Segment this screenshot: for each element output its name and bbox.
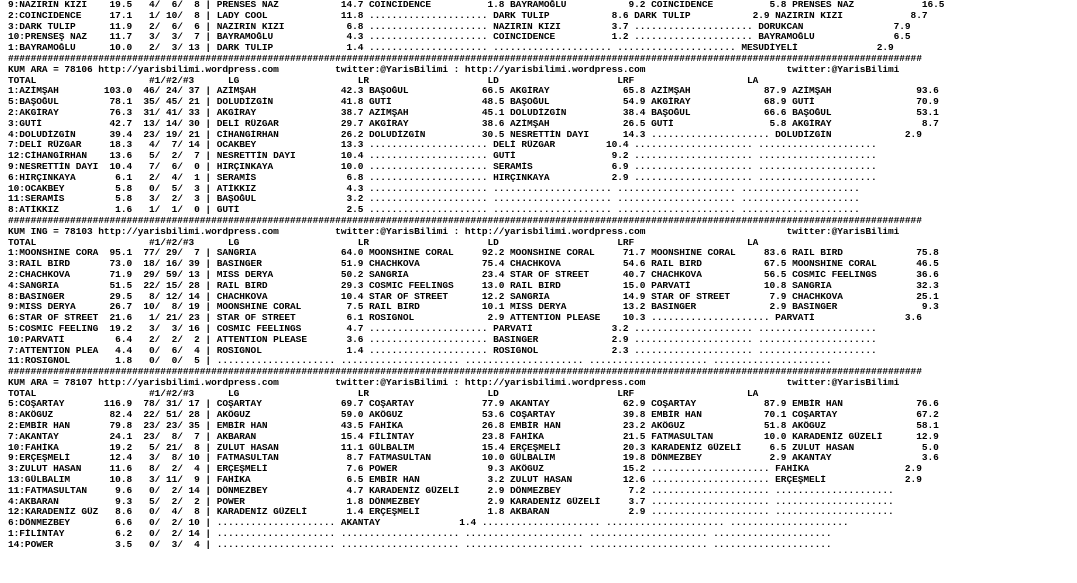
data-row: 6:HIRÇINKAYA 6.1 2/ 4/ 1 | SERAMİS 6.8 ..................... HIRÇINKAYA 2.9 ..................... .....................: [8, 172, 877, 183]
data-row: 11:ROSIGNOL 1.8 0/ 0/ 5 | ..................... ..................... ..................... ..................... .....................: [8, 356, 832, 367]
data-row: 4:DOLUDİZGİN 39.4 23/ 19/ 21 | CİHANGİRHAN 26.2 DOLUDİZGİN 30.5 NESRETTİN DAYI 14.3 ..................... DOLUDİZGİN 2.9: [8, 129, 922, 140]
separator-line: ##################################################################################################################################################################: [8, 53, 922, 64]
data-row: 1:BAYRAMOĞLU 10.0 2/ 3/ 13 | DARK TULIP 1.4 ..................... ..................... ..................... MESUDİYELİ 2.9: [8, 43, 894, 54]
data-row: 7:ATTENTION PLEA 4.4 0/ 6/ 4 | ROSIGNOL 1.4 ..................... ROSIGNOL 2.3 ..................... .....................: [8, 345, 877, 356]
data-row: 11:SERAMİS 5.8 3/ 2/ 3 | BAŞOĞUL 3.2 ..................... ..................... ..................... .....................: [8, 194, 860, 205]
data-row: 6:STAR OF STREET 21.6 1/ 21/ 23 | STAR OF STREET 6.1 ROSIGNOL 2.9 ATTENTION PLEASE 10.3 ..................... PARVATİ 3.6: [8, 313, 922, 324]
data-row: 1:MOONSHINE CORA 95.1 77/ 29/ 7 | SANGRIA 64.0 MOONSHINE CORAL 92.2 MOONSHINE CORAL 71.7 MOONSHINE CORAL 83.6 RAIL BIRD 75.8: [8, 248, 939, 259]
data-row: 8:BASINGER 29.5 8/ 12/ 14 | CHACHKOVA 10.4 STAR OF STREET 12.2 SANGRIA 14.9 STAR OF STREET 7.9 CHACHKOVA 25.1: [8, 291, 939, 302]
data-row: 10:OCAKBEY 5.8 0/ 5/ 3 | ATİKKIZ 4.3 ..................... ..................... ..................... .....................: [8, 183, 860, 194]
data-row: 9:NESRETTİN DAYI 10.4 7/ 6/ 0 | HIRÇINKAYA 10.0 ..................... SERAMİS 6.9 ..................... .....................: [8, 161, 877, 172]
race-header: KUM ING = 78103 http://yarisbilimi.wordpress.com twitter:@YarisBilimi : http://yarisbilimi.wordpress.com twitter:@YarisBilimi: [8, 226, 900, 237]
column-header: TOTAL #1/#2/#3 LG LR LD LRF LA: [8, 75, 759, 86]
data-row: 6:DÖNMEZBEY 6.6 0/ 2/ 10 | ..................... AKANTAY 1.4 ..................... ..................... .....................: [8, 518, 849, 529]
data-row: 11:FATMASULTAN 9.6 0/ 2/ 14 | DÖNMEZBEY 4.7 KARADENİZ GÜZELİ 2.9 DÖNMEZBEY 7.2 ..................... .....................: [8, 485, 894, 496]
data-row: 8:ATİKKIZ 1.6 1/ 1/ 0 | GUTİ 2.5 ..................... ..................... ..................... .....................: [8, 205, 860, 216]
data-row: 3:RAIL BIRD 73.0 18/ 16/ 39 | BASINGER 51.9 CHACHKOVA 75.4 CHACHKOVA 54.6 RAIL BIRD 67.5 MOONSHINE CORAL 46.5: [8, 259, 939, 270]
data-row: 3:DARK TULIP 11.9 2/ 6/ 6 | NAZIRIN KIZI 6.8 ..................... NAZIRIN KIZI 3.7 ..................... DORUKCAN 7.9: [8, 21, 911, 32]
data-row: 3:GUTİ 42.7 13/ 14/ 30 | DELİ RÜZGAR 29.7 AKGİRAY 38.6 AZİMŞAH 26.5 GUTİ 5.8 AKGİRAY 8.7: [8, 118, 939, 129]
data-row: 2:CHACHKOVA 71.9 29/ 59/ 13 | MISS DERYA 50.2 SANGRIA 23.4 STAR OF STREET 40.7 CHACHKOVA 56.5 COSMIC FEELINGS 36.6: [8, 269, 939, 280]
data-row: 12:KARADENİZ GÜZ 8.6 0/ 4/ 8 | KARADENİZ GÜZELİ 1.4 ERÇEŞMELİ 1.8 AKBARAN 2.9 ..................... .....................: [8, 507, 894, 518]
column-header: TOTAL #1/#2/#3 LG LR LD LRF LA: [8, 388, 759, 399]
data-row: 4:AKBARAN 9.3 5/ 2/ 2 | POWER 1.8 DÖNMEZBEY 2.9 KARADENİZ GÜZELİ 3.7 ..................... .....................: [8, 496, 894, 507]
data-row: 10:PARVATİ 6.4 2/ 2/ 2 | ATTENTION PLEASE 3.6 ..................... BASINGER 2.9 ..................... .....................: [8, 334, 877, 345]
data-row: 9:NAZIRIN KIZI 19.5 4/ 6/ 8 | PRENSES NAZ 14.7 COINCIDENCE 1.8 BAYRAMOĞLU 9.2 COINCIDENCE 5.8 PRENSES NAZ 16.5: [8, 0, 945, 10]
data-row: 2:AKGİRAY 76.3 31/ 41/ 33 | AKGİRAY 38.7 AZİMŞAH 45.1 DOLUDİZGİN 38.4 BAŞOĞUL 66.6 BAŞOĞUL 53.1: [8, 107, 939, 118]
data-row: 7:AKANTAY 24.1 23/ 8/ 7 | AKBARAN 15.4 FİLİNTAY 23.8 FAHİKA 21.5 FATMASULTAN 10.0 KARADENİZ GÜZELİ 12.9: [8, 431, 939, 442]
data-row: 9:MISS DERYA 26.7 10/ 8/ 19 | MOONSHINE CORAL 7.5 RAIL BIRD 10.1 MISS DERYA 13.2 BASINGER 2.9 BASINGER 9.3: [8, 302, 939, 313]
data-row: 7:DELİ RÜZGAR 18.3 4/ 7/ 14 | OCAKBEY 13.3 ..................... DELİ RÜZGAR 10.4 ..................... .....................: [8, 140, 877, 151]
data-row: 5:BAŞOĞUL 78.1 35/ 45/ 21 | DOLUDİZGİN 41.8 GUTİ 48.5 BAŞOĞUL 54.9 AKGİRAY 68.9 GUTİ 70.9: [8, 97, 939, 108]
column-header: TOTAL #1/#2/#3 LG LR LD LRF LA: [8, 237, 759, 248]
race-header: KUM ARA = 78106 http://yarisbilimi.wordpress.com twitter:@YarisBilimi : http://yarisbilimi.wordpress.com twitter:@YarisBilimi: [8, 64, 900, 75]
data-row: 1:AZİMŞAH 103.0 46/ 24/ 37 | AZİMŞAH 42.3 BAŞOĞUL 66.5 AKGİRAY 65.8 AZİMŞAH 87.9 AZİMŞAH 93.6: [8, 86, 939, 97]
data-row: 5:COSMIC FEELING 19.2 3/ 3/ 16 | COSMIC FEELINGS 4.7 ..................... PARVATİ 3.2 ..................... .....................: [8, 323, 877, 334]
data-row: 3:ZULUT HASAN 11.6 8/ 2/ 4 | ERÇEŞMELİ 7.6 POWER 9.3 AKÖGUZ 15.2 ..................... FAHİKA 2.9: [8, 464, 922, 475]
data-row: 14:POWER 3.5 0/ 3/ 4 | ..................... ..................... ..................... ..................... .....................: [8, 539, 832, 550]
data-row: 5:COŞARTAY 116.9 78/ 31/ 17 | COŞARTAY 69.7 COŞARTAY 77.9 AKANTAY 62.9 COŞARTAY 87.9 EMBİR HAN 76.6: [8, 399, 939, 410]
race-header: KUM ARA = 78107 http://yarisbilimi.wordpress.com twitter:@YarisBilimi : http://yarisbilimi.wordpress.com twitter:@YarisBilimi: [8, 377, 900, 388]
data-row: 2:COINCIDENCE 17.1 1/ 10/ 8 | LADY COOL 11.8 ..................... DARK TULIP 8.6 DARK TULIP 2.9 NAZIRIN KIZI 8.7: [8, 10, 928, 21]
data-row: 10:PRENSEŞ NAZ 11.7 3/ 3/ 7 | BAYRAMOĞLU 4.3 ..................... COINCIDENCE 1.2 ..................... BAYRAMOĞLU 6.5: [8, 32, 911, 43]
separator-line: ##################################################################################################################################################################: [8, 215, 922, 226]
data-row: 2:EMBİR HAN 79.8 23/ 23/ 35 | EMBİR HAN 43.5 FAHİKA 26.8 EMBİR HAN 23.2 AKÖGUZ 51.8 AKÖGUZ 58.1: [8, 421, 939, 432]
data-row: 12:CİHANGİRHAN 13.6 5/ 2/ 7 | NESRETTİN DAYI 10.4 ..................... GUTİ 9.2 ..................... .....................: [8, 151, 877, 162]
separator-line: ##################################################################################################################################################################: [8, 367, 922, 378]
data-row: 8:AKÖGUZ 82.4 22/ 51/ 28 | AKÖGUZ 59.0 AKÖGUZ 53.6 COŞARTAY 39.8 EMBİR HAN 70.1 COŞARTAY 67.2: [8, 410, 939, 421]
data-row: 1:FİLİNTAY 6.2 0/ 2/ 14 | ..................... ..................... ..................... ..................... .....................: [8, 529, 832, 540]
data-row: 13:GÜLBALIM 10.8 3/ 11/ 9 | FAHİKA 6.5 EMBİR HAN 3.2 ZULUT HASAN 12.6 ..................... ERÇEŞMELİ 2.9: [8, 475, 922, 486]
data-row: 10:FAHİKA 19.2 5/ 21/ 8 | ZULUT HASAN 11.1 GÜLBALIM 15.4 ERÇEŞMELİ 20.3 KARADENİZ GÜZELİ 6.5 ZULUT HASAN 5.0: [8, 442, 939, 453]
data-row: 9:ERÇEŞMELİ 12.4 3/ 8/ 10 | FATMASULTAN 8.7 FATMASULTAN 10.0 GÜLBALIM 19.8 DÖNMEZBEY 2.9 AKANTAY 3.6: [8, 453, 939, 464]
data-row: 4:SANGRIA 51.5 22/ 15/ 28 | RAIL BIRD 29.3 COSMIC FEELINGS 13.0 RAIL BIRD 15.0 PARVATİ 10.8 SANGRIA 32.3: [8, 280, 939, 291]
